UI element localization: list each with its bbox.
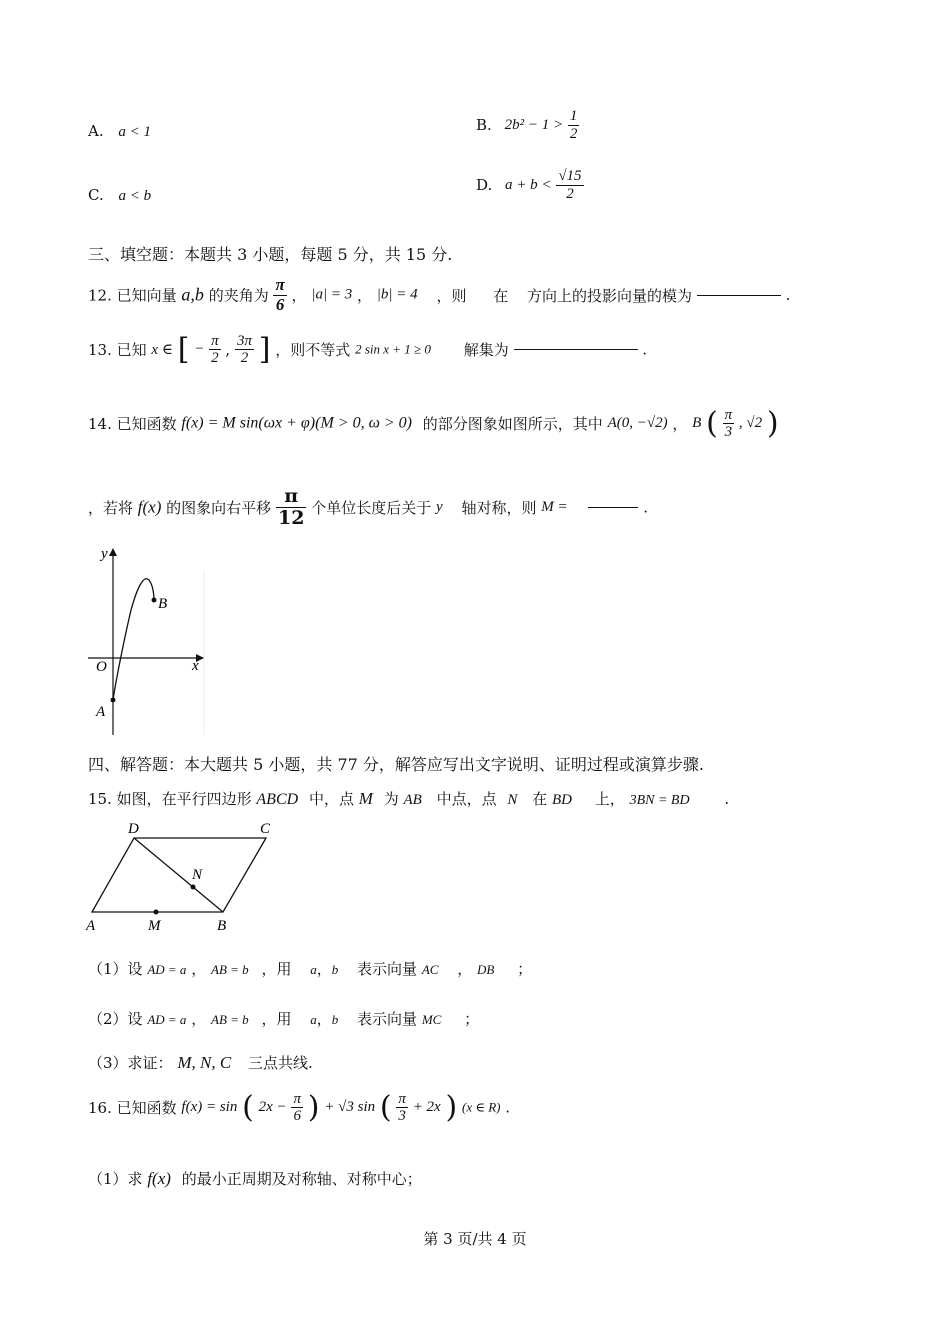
- option-d: D. a + b < $\frac{√15}{2}$: [476, 168, 582, 202]
- sine-graph-figure: [86, 540, 216, 740]
- q16-part1: （1）求 f(x) 的最小正周期及对称轴、对称中心；: [88, 1169, 422, 1188]
- q15-part1: （1）设 AD = a ， AB = b ，用 a，b 表示向量 AC ， DB ；: [88, 960, 533, 978]
- option-b: B. 2b² − 1 > $\frac{1}{2}$: [476, 108, 578, 142]
- vertex-c-label: C: [260, 821, 271, 837]
- point-b-label: B: [158, 596, 168, 612]
- option-d-lhs: a + b <: [505, 176, 552, 193]
- diagonal-db: [134, 838, 223, 912]
- section3-title: 三、填空题：本题共 3 小题，每题 5 分，共 15 分.: [88, 245, 453, 264]
- origin-label: O: [96, 659, 107, 675]
- point-b-marker: [152, 598, 157, 603]
- parallelogram-figure: [84, 816, 284, 936]
- answer-blank-13[interactable]: [514, 349, 638, 350]
- option-a: A. a < 1: [88, 122, 152, 140]
- vertex-d-label: D: [128, 821, 139, 837]
- vertex-a-label: A: [86, 918, 96, 934]
- y-axis-arrow: [109, 548, 117, 556]
- point-m-label: M: [148, 918, 161, 934]
- answer-blank-12[interactable]: [697, 295, 781, 296]
- question-14-cont: ，若将 f(x) 的图象向右平移 $\frac{\pi}{12}$ 个单位长度后关于 y 轴对称，则 M = .: [88, 485, 648, 529]
- question-15: 15. 如图，在平行四边形 ABCD 中，点 M 为 AB 中点，点 N 在 BD 上， 3BN = BD .: [88, 789, 730, 808]
- point-m-marker: [154, 910, 159, 915]
- question-14: 14. 已知函数 f(x) = M sin(ωx + φ)(M > 0, ω > 0) 的部分图象如图所示，其中 A(0, −√2) ， B ( $\frac{\pi}{3}$ , √2 ): [88, 406, 779, 441]
- point-n-marker: [191, 885, 196, 890]
- y-axis-label: y: [101, 546, 108, 562]
- q15-part2: （2）设 AD = a ， AB = b ，用 a，b 表示向量 MC ；: [88, 1010, 480, 1028]
- option-c-expr: a < b: [118, 188, 152, 204]
- answer-blank-14[interactable]: [588, 507, 638, 508]
- question-16: 16. 已知函数 f(x) = sin ( 2x − $\frac{\pi}{6}$ ) + √3 sin ( $\frac{\pi}{3}$ + 2x ) (x ∈ R) .: [88, 1090, 511, 1125]
- point-n-label: N: [192, 867, 203, 883]
- question-13: 13. 已知 x ∈ [ − $\frac{\pi}{2}$ , $\frac{3\pi}{2}$ ] ，则不等式 2 sin x + 1 ≥ 0 解集为 .: [88, 332, 648, 367]
- vertex-b-label: B: [217, 918, 227, 934]
- question-12: 12. 已知向量 a,b 的夹角为 $\frac{\pi}{6}$ ， |a| = 3 ， |b| = 4 ，则 在 方向上的投影向量的模为 .: [88, 275, 791, 314]
- point-a-label: A: [96, 704, 106, 720]
- page-footer: 第 3 页/共 4 页: [423, 1230, 527, 1248]
- option-a-expr: a < 1: [118, 124, 152, 140]
- section4-title: 四、解答题：本大题共 5 小题，共 77 分，解答应写出文字说明、证明过程或演算步骤.: [88, 755, 704, 774]
- option-c: C. a < b: [88, 186, 152, 204]
- q15-part3: （3）求证： M, N, C 三点共线.: [88, 1053, 313, 1072]
- x-axis-label: x: [192, 658, 199, 674]
- option-b-lhs: 2b² − 1 >: [504, 116, 564, 133]
- point-a-marker: [111, 698, 116, 703]
- sine-curve: [113, 579, 154, 700]
